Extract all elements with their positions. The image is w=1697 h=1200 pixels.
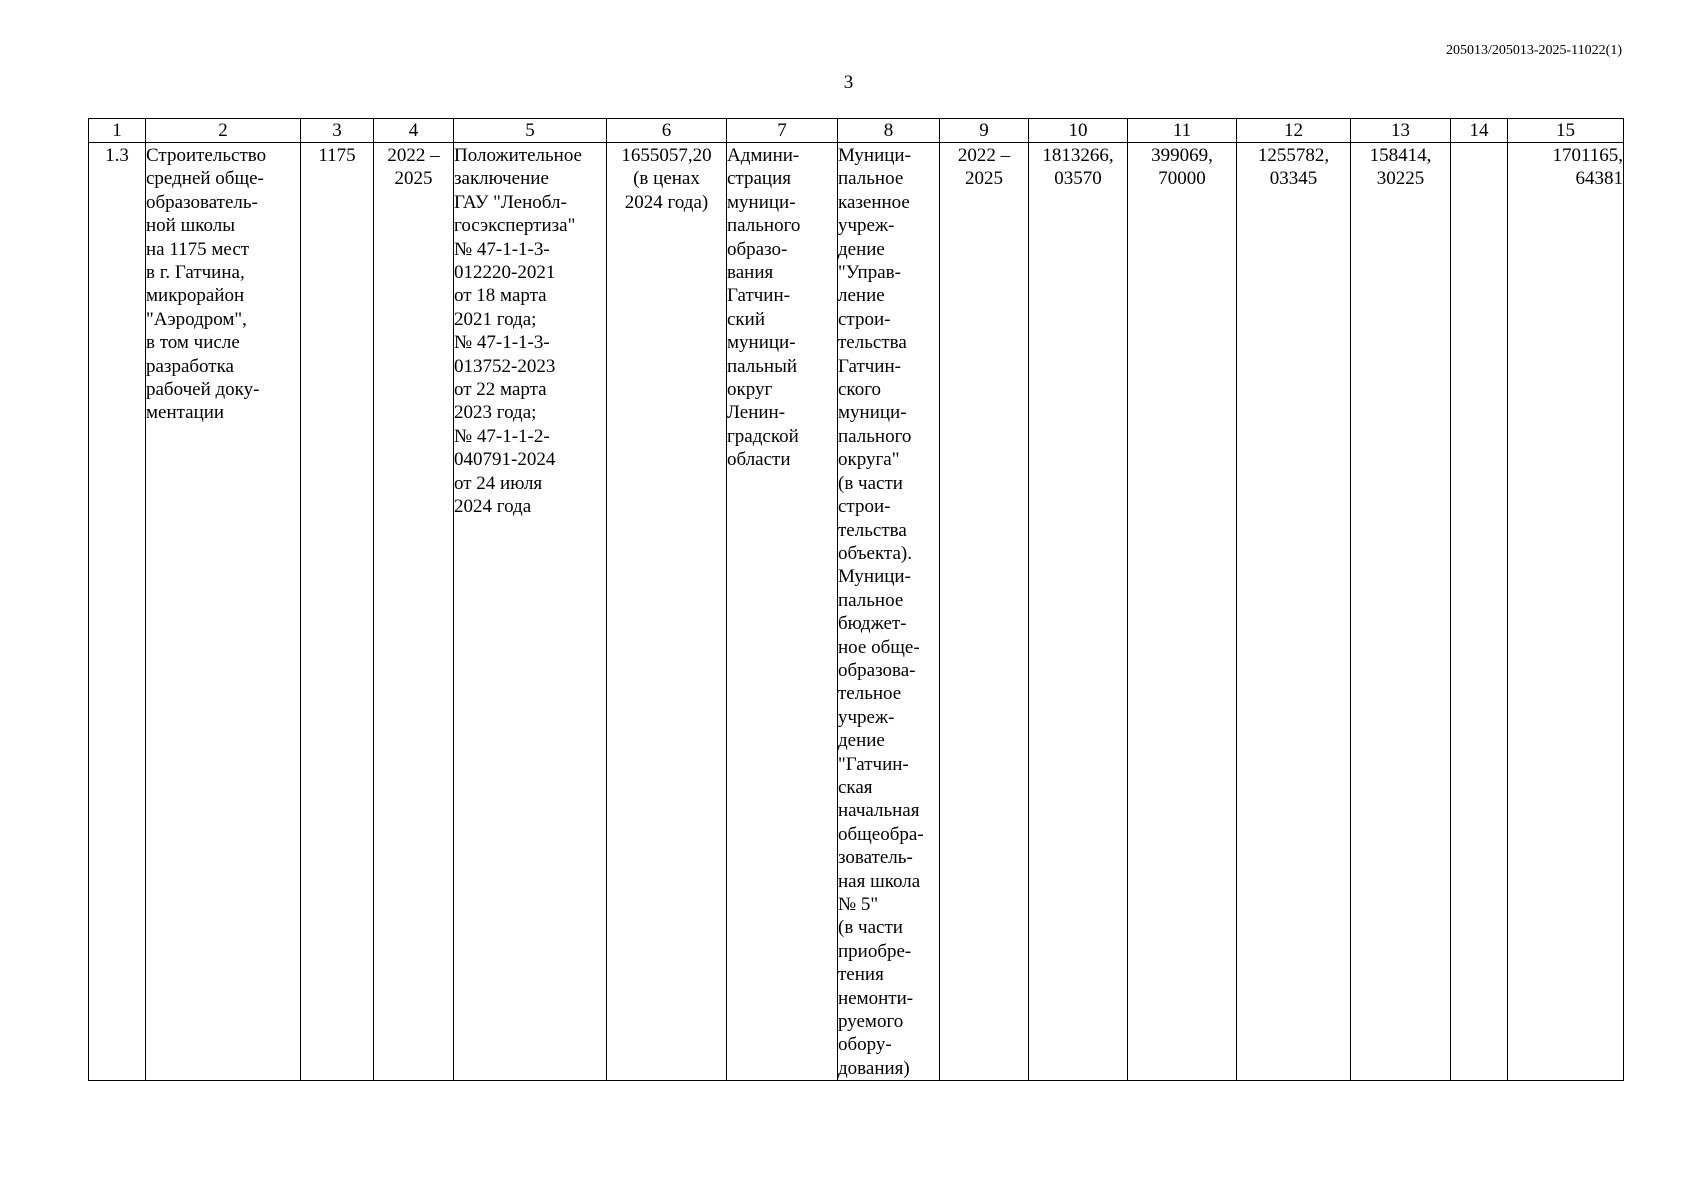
column-header-6: 6 [607, 119, 727, 143]
column-header-8: 8 [838, 119, 940, 143]
column-header-10: 10 [1029, 119, 1128, 143]
column-header-13: 13 [1351, 119, 1451, 143]
column-header-14: 14 [1451, 119, 1508, 143]
cell-funding-15-text: 1701165, 64381 [1552, 145, 1623, 190]
cell-total-funding-text: 1813266, 03570 [1042, 145, 1114, 190]
column-header-12: 12 [1237, 119, 1351, 143]
cell-expert-conclusion-text: Положительное заключение ГАУ "Ленобл- госэкспертиза" № 47-1-1-3- 012220-2021 от 18 марта 2021 года; № 47-1-1-3- 013752-2023 от 22 марта 2023 года; № 47-1-1-2- 040791-2024 от 24 июля 2024 года [454, 145, 582, 518]
column-header-1: 1 [89, 119, 146, 143]
cell-item-number-text: 1.3 [105, 145, 129, 166]
cell-funding-14 [1451, 143, 1508, 1081]
cell-funding-12 [1237, 143, 1351, 1081]
document-id: 205013/205013-2025-11022(1) [1445, 43, 1622, 58]
cell-funding-11-text: 399069, 70000 [1151, 145, 1213, 190]
column-header-3: 3 [301, 119, 374, 143]
column-header-2: 2 [146, 119, 301, 143]
cell-recipient [838, 143, 940, 1081]
cell-period-text: 2022 – 2025 [387, 145, 440, 190]
cell-administrator [727, 143, 838, 1081]
cell-funding-15 [1508, 143, 1624, 1081]
cell-object-name-text: Строительство средней обще- образователь- ной школы на 1175 мест в г. Гатчина, микрорайон "Аэродром", в том числе разработка рабочей доку- ментации [146, 145, 267, 424]
cell-funding-13 [1351, 143, 1451, 1081]
cell-capacity [301, 143, 374, 1081]
data-table [88, 118, 1624, 1081]
cell-funding-12-text: 1255782, 03345 [1257, 145, 1330, 190]
column-header-4: 4 [374, 119, 454, 143]
column-header-7: 7 [727, 119, 838, 143]
cell-estimated-cost-text: 1655057,20 (в ценах 2024 года) [621, 145, 712, 213]
header-row [89, 119, 1624, 143]
cell-expert-conclusion [454, 143, 607, 1081]
table-row [89, 143, 1624, 1081]
page-number: 3 [843, 72, 854, 93]
cell-object-name [146, 143, 301, 1081]
column-header-9: 9 [940, 119, 1029, 143]
cell-capacity-text: 1175 [318, 145, 356, 166]
cell-estimated-cost [607, 143, 727, 1081]
cell-implementation-period-text: 2022 – 2025 [957, 145, 1011, 190]
column-header-15: 15 [1508, 119, 1624, 143]
cell-funding-13-text: 158414, 30225 [1369, 145, 1432, 190]
column-header-11: 11 [1128, 119, 1237, 143]
cell-recipient-text: Муници- пальное казенное учреж- дение "Управ- ление строи- тельства Гатчин- ского муници- пального округа" (в части строи- тельства объекта). Муници- пальное бюджет- ное обще- образова- тельное учреж- дение "Гатчин- ская начальная общеобра- зователь- ная школа № 5" (в части приобре- тения немонти- руемого обору- дования) [838, 145, 924, 1079]
cell-item-number [89, 143, 146, 1081]
cell-implementation-period [940, 143, 1029, 1081]
cell-total-funding [1029, 143, 1128, 1081]
cell-administrator-text: Админи- страция муници- пального образо- вания Гатчин- ский муници- пальный округ Ленин- градской области [727, 145, 801, 471]
cell-period [374, 143, 454, 1081]
cell-funding-11 [1128, 143, 1237, 1081]
column-header-5: 5 [454, 119, 607, 143]
